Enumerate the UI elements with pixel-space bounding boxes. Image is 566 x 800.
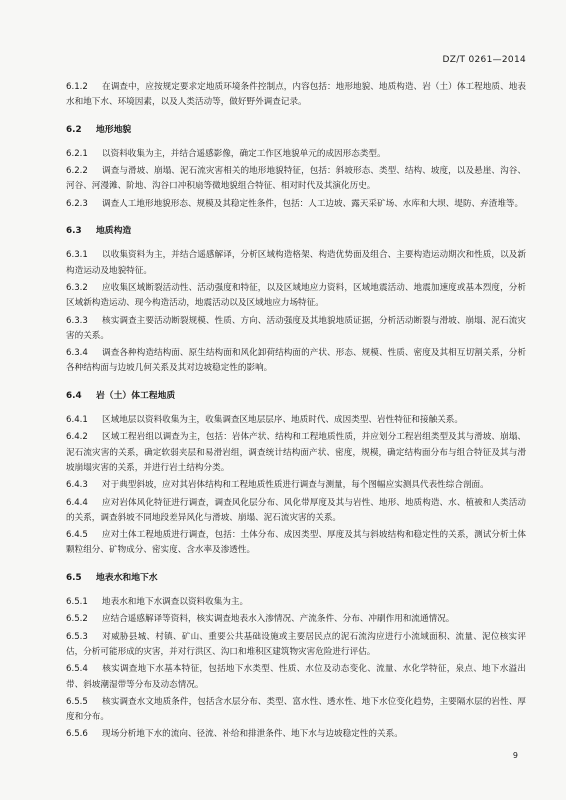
clause-text: 核实调查水文地质条件，包括含水层分布、类型、富水性、透水性、地下水位变化趋势，主要隔水层的岩性、厚度和分布。 [66, 696, 526, 723]
clause-paragraph [66, 478, 526, 493]
clause-text: 以收集资料为主，并结合遥感解译，分析区域构造格架、构造优势面及组合、主要构造运动期次和性质，以及新构造运动及地貌特征。 [66, 250, 526, 276]
clause-number: 6.5.5 [66, 696, 88, 707]
clause-text: 应对岩体风化特征进行调查，调查风化层分布、风化带厚度及其与岩性、地形、地质构造、水、植被和人类活动的关系，调查斜坡不同地段差异风化与滑坡、崩塌、泥石流灾害的关系。 [66, 497, 526, 523]
clause-text: 地表水和地下水调查以资料收集为主。 [102, 597, 249, 608]
clause-paragraph [66, 413, 526, 428]
clause-text: 地质构造 [96, 226, 132, 237]
clause-paragraph [66, 346, 526, 377]
clause-number: 6.3.1 [66, 250, 88, 261]
clause-text: 调查各种构造结构面、原生结构面和风化卸荷结构面的产状、形态、规模、性质、密度及其相互切割关系，分析各种结构面与边坡几何关系及其对边坡稳定性的影响。 [66, 348, 526, 374]
clause-number: 6.2.2 [66, 166, 88, 177]
clause-number: 6.1.2 [66, 82, 88, 92]
clause-text: 地表水和地下水 [96, 572, 158, 583]
clause-paragraph [66, 662, 526, 693]
clause-text: 应结合遥感解译等资料，核实调查地表水入渗情况、产流条件、分布、冲刷作用和流通情况。 [102, 614, 455, 625]
page-number: 9 [512, 751, 518, 760]
clause-text: 对于典型斜坡，应对其岩体结构和工程地质性质进行调查与测量，每个图幅应实测具代表性综合剖面。 [102, 480, 489, 491]
clause-paragraph [66, 248, 526, 279]
clause-text: 在调查中，应按规定要求定地质环境条件控制点，内容包括：地形地貌、地质构造、岩（土）体工程地质、地表水和地下水、环境因素，以及人类活动等，做好野外调查记录。 [66, 82, 526, 108]
clause-text: 核实调查主要活动断裂规模、性质、方向、活动强度及其地貌地质证据，分析活动断裂与滑坡、崩塌、泥石流灾害的关系。 [66, 315, 526, 341]
clause-number: 6.5.1 [66, 597, 88, 608]
clause-paragraph [66, 630, 526, 661]
clause-number: 6.3.4 [66, 348, 88, 359]
clause-text: 应对土体工程地质进行调查，包括：土体分布、成因类型、厚度及其与斜坡结构和稳定性的关系，测试分析土体颗粒组分、矿物成分、密实度、含水率及渗透性。 [66, 530, 526, 556]
standard-code: DZ/T 0261—2014 [442, 55, 526, 65]
document-body [66, 80, 526, 745]
clause-paragraph [66, 727, 526, 742]
section-heading [66, 571, 526, 586]
clause-number: 6.2 [66, 124, 82, 135]
clause-text: 区域工程岩组以调查为主，包括：岩体产状、结构和工程地质性质，并应划分工程岩组类型及其与滑坡、崩塌、泥石流灾害的关系，确定软弱夹层和易滑岩组，调查统计结构面产状、密度，规模，确定结构面分布与组合特征及其与滑坡崩塌灾害的关系，并进行岩土结构分类。 [66, 432, 526, 473]
clause-number: 6.5.6 [66, 729, 88, 740]
clause-number: 6.5 [66, 572, 82, 583]
section-heading [66, 123, 526, 138]
clause-text: 调查与滑坡、崩塌、泥石流灾害相关的地形地貌特征，包括：斜坡形态、类型、结构、坡度，以及悬崖、沟谷、河谷、河漫滩、阶地、沟谷口冲积扇等微地貌组合特征、相对时代及其演化历史。 [66, 166, 526, 192]
clause-paragraph [66, 612, 526, 627]
clause-number: 6.3 [66, 226, 82, 237]
clause-number: 6.5.3 [66, 631, 88, 642]
clause-paragraph [66, 695, 526, 726]
clause-paragraph [66, 147, 526, 162]
clause-text: 核实调查地下水基本特征，包括地下水类型、性质、水位及动态变化、流量、水化学特征，泉点、地下水溢出带、斜坡潮湿带等分布及动态情况。 [66, 664, 526, 690]
clause-number: 6.2.3 [66, 198, 88, 209]
clause-text: 对威胁县城、村镇、矿山、重要公共基础设施或主要居民点的泥石流沟应进行小流域面积、流量、泥位核实评估，分析可能形成的灾害，并对行洪区、沟口和堆积区建筑物灾害危险进行评估。 [66, 631, 526, 657]
clause-paragraph [66, 430, 526, 476]
clause-paragraph [66, 197, 526, 212]
clause-text: 应收集区域断裂活动性、活动强度和特征，以及区域地应力资料，区域地震活动、地震加速度或基本烈度，分析区域新构造运动、现今构造活动，地震活动以及区域地应力场特征。 [66, 282, 526, 309]
clause-number: 6.4.4 [66, 497, 88, 508]
clause-text: 调查人工地形地貌形态、规模及其稳定性条件，包括：人工边坡、露天采矿场、水库和大坝、堤防、弃渣堆等。 [102, 198, 524, 209]
clause-number: 6.3.3 [66, 315, 88, 326]
clause-number: 6.4.2 [66, 432, 88, 443]
clause-paragraph [66, 528, 526, 559]
clause-paragraph [66, 164, 526, 195]
clause-number: 6.5.2 [66, 614, 88, 625]
clause-number: 6.4 [66, 390, 82, 401]
clause-text: 岩（土）体工程地质 [96, 390, 176, 401]
clause-paragraph [66, 314, 526, 345]
section-heading [66, 389, 526, 404]
clause-paragraph [66, 80, 526, 111]
clause-text: 现场分析地下水的流向、径流、补给和排泄条件、地下水与边坡稳定性的关系。 [102, 729, 403, 740]
clause-number: 6.5.4 [66, 664, 88, 675]
clause-paragraph [66, 496, 526, 527]
clause-number: 6.4.3 [66, 480, 88, 491]
clause-paragraph [66, 281, 526, 312]
clause-number: 6.2.1 [66, 148, 88, 159]
clause-text: 区域地层以资料收集为主，收集调查区地层层序、地质时代、成因类型、岩性特征和接触关系。 [102, 415, 463, 426]
clause-number: 6.4.5 [66, 530, 88, 541]
clause-text: 地形地貌 [96, 124, 132, 135]
clause-number: 6.3.2 [66, 282, 88, 293]
clause-number: 6.4.1 [66, 415, 88, 426]
section-heading [66, 224, 526, 239]
clause-text: 以资料收集为主，并结合遥感影像，确定工作区地貌单元的成因形态类型。 [102, 148, 386, 159]
clause-paragraph [66, 595, 526, 610]
